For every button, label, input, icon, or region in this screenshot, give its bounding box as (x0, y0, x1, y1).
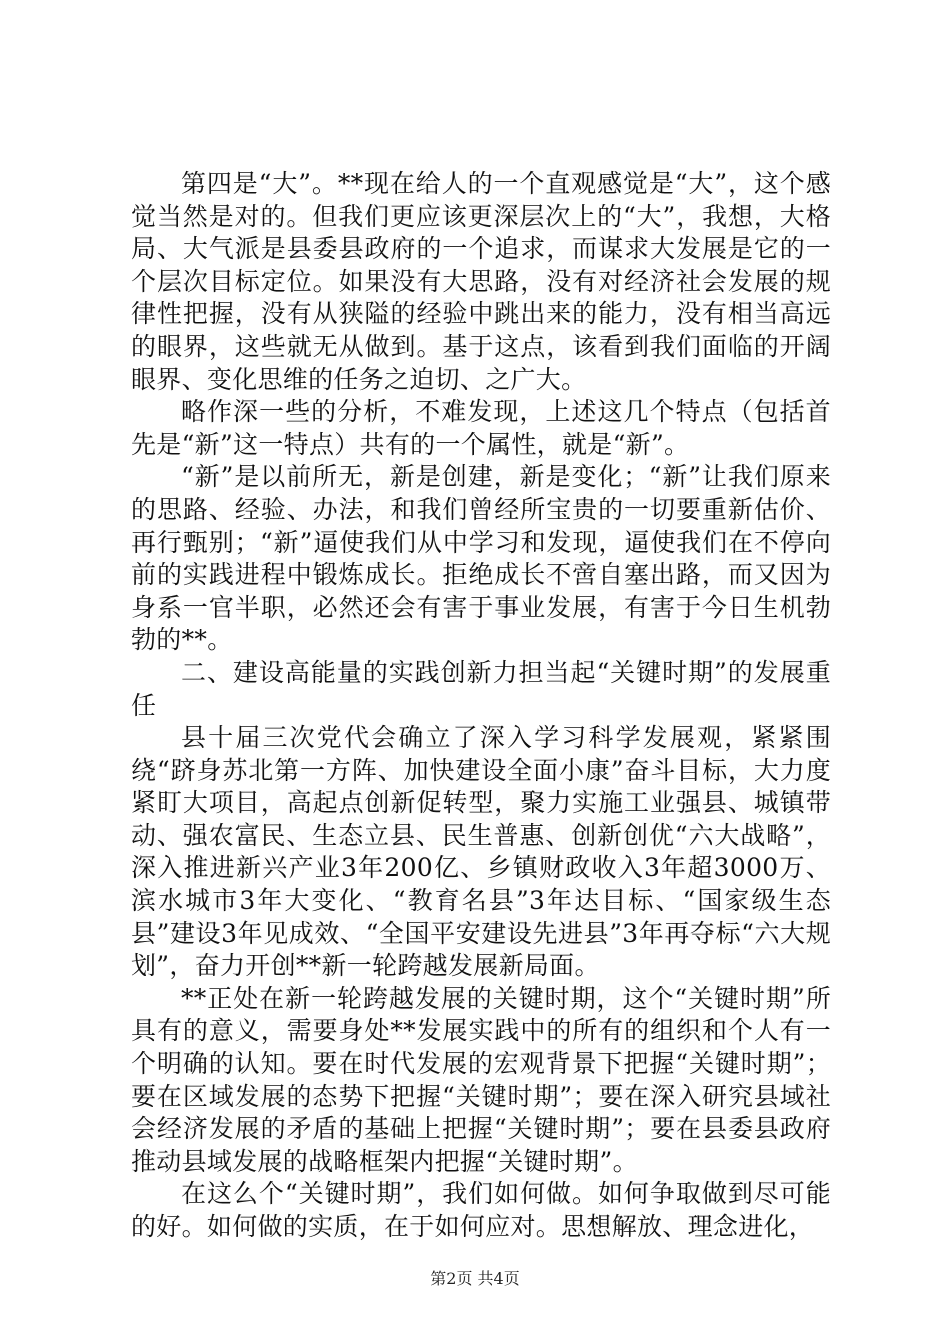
page-number: 第2页 共4页 (430, 1269, 520, 1288)
paragraph-7: 在这么个“关键时期”，我们如何做。如何争取做到尽可能的好。如何做的实质，在于如何应对。思想解放、理念进化， (131, 1179, 831, 1241)
paragraph-5: 县十届三次党代会确立了深入学习科学发展观，紧紧围绕“跻身苏北第一方阵、加快建设全面小康”奋斗目标，大力度紧盯大项目，高起点创新促转型，聚力实施工业强县、城镇带动、强农富民、生态立县、民生普惠、创新创优“六大战略”，深入推进新兴产业3年200亿、乡镇财政收入3年超3000万、滨水城市3年大变化、“教育名县”3年达目标、“国家级生态县”建设3年见成效、“全国平安建设先进县”3年再夺标“六大规划”，奋力开创**新一轮跨越发展新局面。 (131, 723, 831, 981)
paragraph-3: “新”是以前所无，新是创建，新是变化；“新”让我们原来的思路、经验、办法，和我们曾经所宝贵的一切要重新估价、再行甄别；“新”逼使我们从中学习和发现，逼使我们在不停向前的实践进程中锻炼成长。拒绝成长不啻自塞出路，而又因为身系一官半职，必然还会有害于事业发展，有害于今日生机勃勃的**。 (131, 462, 831, 655)
document-body (131, 168, 831, 1244)
paragraph-2: 略作深一些的分析，不难发现，上述这几个特点（包括首先是“新”这一特点）共有的一个属性，就是“新”。 (131, 397, 831, 459)
paragraph-1: 第四是“大”。**现在给人的一个直观感觉是“大”，这个感觉当然是对的。但我们更应该更深层次上的“大”，我想，大格局、大气派是县委县政府的一个追求，而谋求大发展是它的一个层次目标定位。如果没有大思路，没有对经济社会发展的规律性把握，没有从狭隘的经验中跳出来的能力，没有相当高远的眼界，这些就无从做到。基于这点，该看到我们面临的开阔眼界、变化思维的任务之迫切、之广大。 (131, 169, 831, 394)
paragraph-6: **正处在新一轮跨越发展的关键时期，这个“关键时期”所具有的意义，需要身处**发展实践中的所有的组织和个人有一个明确的认知。要在时代发展的宏观背景下把握“关键时期”；要在区域发展的态势下把握“关键时期”；要在深入研究县域社会经济发展的矛盾的基础上把握“关键时期”；要在县委县政府推动县域发展的战略框架内把握“关键时期”。 (131, 983, 831, 1176)
page-footer (0, 1269, 950, 1289)
section-heading: 二、建设高能量的实践创新力担当起“关键时期”的发展重任 (131, 657, 831, 720)
